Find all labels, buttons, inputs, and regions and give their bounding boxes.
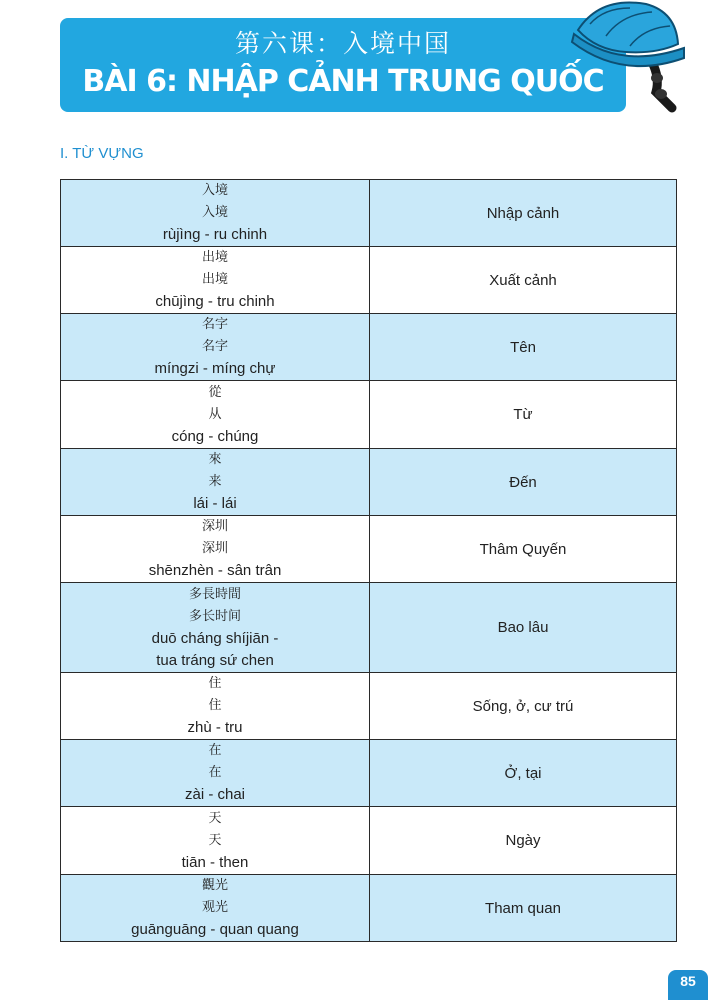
word-simplified: 天 xyxy=(208,832,222,848)
word-traditional: 觀光 xyxy=(201,878,228,893)
vocab-meaning-cell: Đến xyxy=(370,449,677,516)
vocab-word-cell xyxy=(61,381,370,449)
word-traditional: 來 xyxy=(208,452,222,467)
word-pinyin: duō cháng shíjiān - xyxy=(151,629,279,647)
braid-icon xyxy=(652,62,672,108)
lesson-banner xyxy=(60,18,626,112)
word-traditional: 多長時間 xyxy=(188,586,241,602)
word-traditional: 天 xyxy=(208,810,222,826)
vocab-meaning-cell: Nhập cảnh xyxy=(370,180,677,247)
vocab-row xyxy=(61,381,677,449)
vocab-meaning-cell: Bao lâu xyxy=(370,583,677,673)
word-traditional: 入境 xyxy=(201,183,228,198)
lesson-title-vietnamese: BÀI 6: NHẬP CẢNH TRUNG QUỐC xyxy=(82,64,604,99)
vocab-word-cell xyxy=(61,740,370,807)
vocab-meaning-cell: Tham quan xyxy=(370,875,677,942)
word-simplified: 在 xyxy=(208,765,222,780)
vocab-meaning-cell: Thâm Quyến xyxy=(370,516,677,583)
vocab-word-cell xyxy=(61,583,370,673)
vocab-word-cell xyxy=(61,247,370,314)
vocab-meaning-cell: Ở, tại xyxy=(370,740,677,807)
vocab-row xyxy=(61,247,677,314)
vocab-row xyxy=(61,583,677,673)
word-traditional: 出境 xyxy=(201,250,228,265)
section-title: I. TỪ VỰNG xyxy=(60,145,144,162)
word-simplified: 住 xyxy=(208,698,222,713)
vocab-row xyxy=(61,875,677,942)
word-pinyin: míngzi - míng chự xyxy=(154,360,276,377)
word-pinyin: lái - lái xyxy=(193,495,237,512)
vocabulary-table-body xyxy=(61,180,677,942)
word-traditional: 從 xyxy=(208,384,222,400)
word-traditional: 在 xyxy=(208,743,222,758)
word-pinyin: rùjìng - ru chinh xyxy=(162,226,268,243)
word-simplified: 深圳 xyxy=(201,541,228,556)
word-simplified: 多长时间 xyxy=(188,608,241,624)
word-pinyin-continued: tua tráng sứ chen xyxy=(156,651,274,669)
word-pinyin: zài - chai xyxy=(184,786,246,803)
word-traditional: 住 xyxy=(208,676,222,691)
word-traditional: 名字 xyxy=(201,317,228,332)
word-simplified: 入境 xyxy=(201,205,228,220)
lesson-title-chinese: 第六课：入境中国 xyxy=(234,29,451,58)
vocab-row xyxy=(61,314,677,381)
vocab-word-cell xyxy=(61,314,370,381)
word-pinyin: zhù - tru xyxy=(187,719,243,736)
vocab-word-cell xyxy=(61,180,370,247)
qing-hat-illustration xyxy=(560,0,690,116)
vocab-row xyxy=(61,516,677,583)
vocab-row xyxy=(61,807,677,875)
vocab-meaning-cell: Từ xyxy=(370,381,677,449)
word-simplified: 观光 xyxy=(201,900,228,915)
vocab-meaning-cell: Ngày xyxy=(370,807,677,875)
word-simplified: 从 xyxy=(208,406,222,422)
vocab-row xyxy=(61,673,677,740)
word-pinyin: chūjìng - tru chinh xyxy=(155,293,275,310)
vocab-row xyxy=(61,449,677,516)
word-pinyin: guānguāng - quan quang xyxy=(131,921,299,938)
word-pinyin: cóng - chúng xyxy=(171,427,259,445)
word-traditional: 深圳 xyxy=(201,519,228,534)
word-simplified: 来 xyxy=(208,474,222,489)
vocab-meaning-cell: Sống, ở, cư trú xyxy=(370,673,677,740)
vocab-word-cell xyxy=(61,875,370,942)
vocab-word-cell xyxy=(61,449,370,516)
vocab-row xyxy=(61,740,677,807)
vocab-word-cell xyxy=(61,516,370,583)
vocab-word-cell xyxy=(61,673,370,740)
vocab-meaning-cell: Tên xyxy=(370,314,677,381)
word-pinyin: tiān - then xyxy=(181,853,249,871)
vocab-meaning-cell: Xuất cảnh xyxy=(370,247,677,314)
word-pinyin: shēnzhèn - sân trân xyxy=(148,562,282,579)
vocab-word-cell xyxy=(61,807,370,875)
word-simplified: 名字 xyxy=(201,339,228,354)
vocabulary-table xyxy=(60,179,677,942)
page-number: 85 xyxy=(668,970,708,1000)
vocab-row xyxy=(61,180,677,247)
word-simplified: 出境 xyxy=(201,272,228,287)
